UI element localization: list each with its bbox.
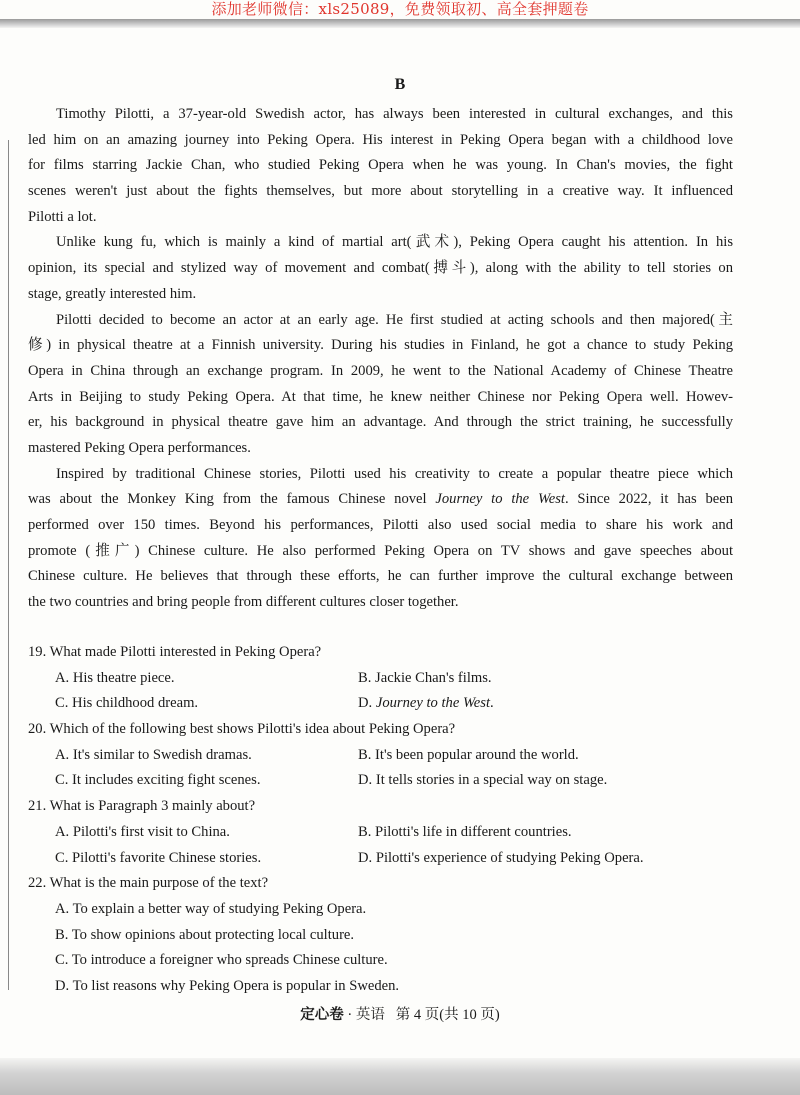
reading-passage xyxy=(28,102,733,616)
paragraph-line: Chinese culture. He believes that through these efforts, he can further improve the cultural exchange between xyxy=(28,568,733,585)
question-stem: 19. What made Pilotti interested in Peking Opera? xyxy=(28,644,322,660)
question-list xyxy=(28,640,748,1000)
answer-option: A. To explain a better way of studying Peking Opera. xyxy=(55,900,367,917)
option-row xyxy=(28,666,748,692)
paragraph-line: Pilotti a lot. xyxy=(28,208,97,225)
answer-option: A. It's similar to Swedish dramas. xyxy=(55,746,252,763)
italic-title: Journey to the West xyxy=(435,491,565,508)
page-footer xyxy=(0,1003,800,1024)
scan-left-edge xyxy=(8,140,9,990)
footer-separator: · xyxy=(343,1007,356,1023)
option-row xyxy=(28,768,748,794)
italic-title: Journey to the West xyxy=(375,695,490,712)
footer-page-number: 第 4 页(共 10 页) xyxy=(395,1007,500,1023)
answer-option: C. Pilotti's favorite Chinese stories. xyxy=(55,849,262,866)
question-block xyxy=(28,717,748,794)
question-block xyxy=(28,794,748,871)
paragraph-line: promote (推广) Chinese culture. He also performed Peking Opera on TV shows and gave speeches about xyxy=(28,542,733,559)
option-row xyxy=(28,691,748,717)
paragraph-line: Opera in China through an exchange program. In 2009, he went to the National Academy of Chinese Theatre xyxy=(28,362,733,379)
paragraph-3 xyxy=(28,308,733,462)
question-stem: 22. What is the main purpose of the text? xyxy=(28,875,269,892)
paragraph-line: mastered Peking Opera performances. xyxy=(28,439,251,456)
answer-option: D. Journey to the West. xyxy=(358,695,494,712)
answer-option: D. Pilotti's experience of studying Peking Opera. xyxy=(358,849,644,866)
answer-option: A. His theatre piece. xyxy=(55,669,175,686)
answer-option: D. To list reasons why Peking Opera is popular in Sweden. xyxy=(55,977,400,994)
paragraph-line: scenes weren't just about the fights themselves, but more about storytelling in a creative way. It influenced xyxy=(28,183,733,200)
answer-option: B. To show opinions about protecting local culture. xyxy=(55,926,355,943)
watermark-banner: 添加老师微信：xls25089，免费领取初、高全套押题卷 xyxy=(211,0,589,18)
answer-option: C. His childhood dream. xyxy=(55,695,199,712)
question-stem: 20. Which of the following best shows Pilotti's idea about Peking Opera? xyxy=(28,721,456,738)
section-label: B xyxy=(394,76,406,93)
paragraph-line: led him on an amazing journey into Peking Opera. His interest in Peking Opera began with a childhood love xyxy=(28,131,733,148)
answer-option: C. To introduce a foreigner who spreads Chinese culture. xyxy=(55,952,388,969)
paragraph-line: was about the Monkey King from the famous Chinese novel Journey to the West. Since 2022, it has been xyxy=(28,491,734,508)
footer-subject: 英语 xyxy=(355,1007,385,1023)
scan-top-edge xyxy=(0,19,800,28)
answer-option: B. It's been popular around the world. xyxy=(358,746,579,763)
question-stem: 21. What is Paragraph 3 mainly about? xyxy=(28,798,256,815)
paragraph-line: Arts in Beijing to study Peking Opera. At that time, he knew neither Chinese nor Peking Opera well. Howev- xyxy=(28,388,733,405)
paragraph-line: for films starring Jackie Chan, who studied Peking Opera when he was young. In Chan's movies, the fight xyxy=(28,157,733,174)
paragraph-2 xyxy=(28,230,733,307)
answer-option: D. It tells stories in a special way on stage. xyxy=(358,772,608,789)
paragraph-line: performed over 150 times. Beyond his performances, Pilotti also used social media to share his work and xyxy=(28,517,733,533)
question-block xyxy=(28,871,748,999)
paragraph-line: Timothy Pilotti, a 37-year-old Swedish actor, has always been interested in cultural exchanges, and this xyxy=(56,106,733,122)
question-block xyxy=(28,640,748,717)
paragraph-line: opinion, its special and stylized way of movement and combat(搏斗), along with the ability to tell stories on xyxy=(28,260,733,277)
paragraph-line: Pilotti decided to become an actor at an early age. He first studied at acting schools and then majored(主 xyxy=(56,311,733,328)
paragraph-line: 修) in physical theatre at a Finnish university. During his studies in Finland, he got a chance to study Peking xyxy=(28,337,733,354)
paragraph-line: the two countries and bring people from different cultures closer together. xyxy=(28,594,459,611)
scan-bottom-edge xyxy=(0,1058,800,1095)
answer-option: C. It includes exciting fight scenes. xyxy=(55,772,261,789)
paragraph-1 xyxy=(28,102,733,230)
footer-brand: 定心卷 xyxy=(300,1007,344,1023)
option-row xyxy=(28,820,748,846)
answer-option: B. Jackie Chan's films. xyxy=(358,669,492,686)
paragraph-4 xyxy=(28,462,733,616)
paragraph-line: er, his background in physical theatre gave him an advantage. And through the strict training, he successfully xyxy=(28,414,733,431)
answer-option: B. Pilotti's life in different countries. xyxy=(358,823,572,840)
option-row xyxy=(28,846,748,872)
answer-option: A. Pilotti's first visit to China. xyxy=(55,823,230,840)
paragraph-line: Inspired by traditional Chinese stories, Pilotti used his creativity to create a popular theatre piece which xyxy=(56,465,733,482)
paragraph-line: Unlike kung fu, which is mainly a kind of martial art(武术), Peking Opera caught his attention. In his xyxy=(56,234,733,251)
paragraph-line: stage, greatly interested him. xyxy=(28,285,197,302)
option-row xyxy=(28,743,748,769)
